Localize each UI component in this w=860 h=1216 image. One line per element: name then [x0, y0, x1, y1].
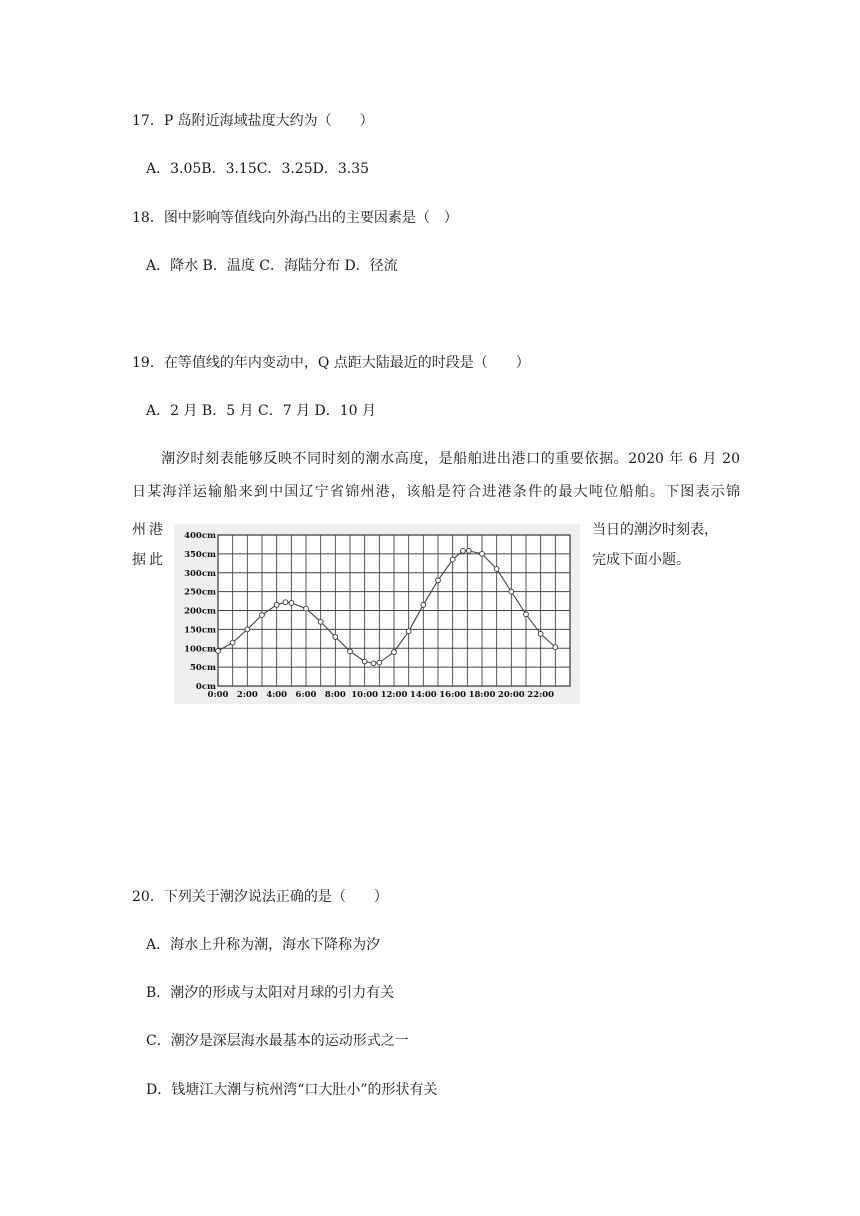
- tide-data-point: [260, 613, 265, 618]
- tide-data-point: [377, 660, 382, 665]
- passage-line-4-left: 据此: [132, 552, 166, 568]
- question-18-options: A．降水 B．温度 C．海陆分布 D．径流: [146, 258, 398, 274]
- tide-data-point: [245, 627, 250, 632]
- y-tick-label: 350cm: [184, 549, 216, 560]
- tide-data-point: [436, 578, 441, 583]
- passage-line-1: 潮汐时刻表能够反映不同时刻的潮水高度，是船舶进出港口的重要依据。2020 年 6 月 20: [132, 451, 740, 467]
- tide-data-point: [524, 612, 529, 617]
- question-19-stem: 19．在等值线的年内变动中，Q 点距大陆最近的时段是（ ）: [132, 355, 530, 371]
- tide-data-point: [333, 635, 338, 640]
- question-19-options: A．2 月 B．5 月 C．7 月 D．10 月: [146, 403, 377, 419]
- question-20-option-a: A．海水上升称为潮，海水下降称为汐: [146, 937, 381, 953]
- x-tick-label: 6:00: [295, 690, 317, 700]
- y-tick-label: 400cm: [184, 531, 216, 541]
- x-tick-label: 16:00: [439, 690, 467, 700]
- passage-line-4-right: 完成下面小题。: [592, 552, 690, 568]
- y-tick-label: 200cm: [184, 606, 216, 617]
- tide-data-point: [450, 557, 455, 562]
- tide-data-point: [371, 661, 376, 666]
- question-20-option-d: D．钱塘江大潮与杭州湾“口大肚小”的形状有关: [146, 1082, 438, 1098]
- tide-data-point: [304, 606, 309, 611]
- x-tick-label: 8:00: [324, 690, 346, 700]
- x-tick-label: 2:00: [236, 690, 258, 700]
- x-tick-label: 18:00: [468, 690, 496, 700]
- x-tick-label: 12:00: [380, 690, 408, 700]
- tide-data-point: [553, 645, 558, 650]
- tide-data-point: [274, 602, 279, 607]
- tide-data-point: [283, 600, 288, 605]
- x-tick-label: 0:00: [207, 690, 229, 700]
- tide-data-point: [538, 632, 543, 637]
- tide-data-point: [230, 640, 235, 645]
- y-tick-label: 250cm: [184, 587, 216, 598]
- passage: [132, 443, 740, 509]
- x-tick-label: 22:00: [527, 690, 555, 700]
- tide-data-point: [480, 551, 485, 556]
- question-17-options: A．3.05B．3.15C．3.25D．3.35: [146, 161, 370, 177]
- y-tick-label: 300cm: [184, 568, 216, 579]
- y-tick-label: 100cm: [184, 644, 216, 655]
- question-18-stem: 18．图中影响等值线向外海凸出的主要因素是（ ）: [132, 210, 458, 226]
- tide-data-point: [494, 567, 499, 572]
- y-tick-label: 50cm: [190, 663, 216, 674]
- tide-chart: [174, 524, 580, 704]
- passage-line-3-left: 州港: [132, 522, 166, 538]
- tide-data-point: [362, 659, 367, 664]
- x-tick-label: 10:00: [351, 690, 379, 700]
- tide-data-point: [421, 602, 426, 607]
- x-tick-label: 4:00: [266, 690, 288, 700]
- tide-data-point: [289, 601, 294, 606]
- y-tick-label: 150cm: [184, 625, 216, 636]
- x-tick-label: 20:00: [497, 690, 525, 700]
- question-20-stem: 20．下列关于潮汐说法正确的是（ ）: [132, 889, 388, 905]
- tide-data-point: [318, 619, 323, 624]
- tide-data-point: [509, 589, 514, 594]
- passage-line-2: 日某海洋运输船来到中国辽宁省锦州港，该船是符合进港条件的最大吨位船舶。下图表示锦: [132, 484, 740, 500]
- tide-data-point: [392, 650, 397, 655]
- question-20-option-c: C．潮汐是深层海水最基本的运动形式之一: [146, 1033, 409, 1049]
- tide-data-point: [466, 548, 471, 553]
- question-17-stem: 17．P 岛附近海域盐度大约为（ ）: [132, 113, 374, 129]
- question-20-option-b: B．潮汐的形成与太阳对月球的引力有关: [146, 985, 395, 1001]
- tide-chart-svg: [174, 524, 580, 704]
- tide-data-point: [216, 648, 221, 653]
- passage-line-3-right: 当日的潮汐时刻表，: [592, 522, 718, 538]
- x-tick-label: 14:00: [409, 690, 437, 700]
- tide-data-point: [406, 629, 411, 634]
- tide-data-point: [348, 649, 353, 654]
- y-tick-label: 0cm: [195, 682, 216, 692]
- tide-data-point: [461, 548, 466, 553]
